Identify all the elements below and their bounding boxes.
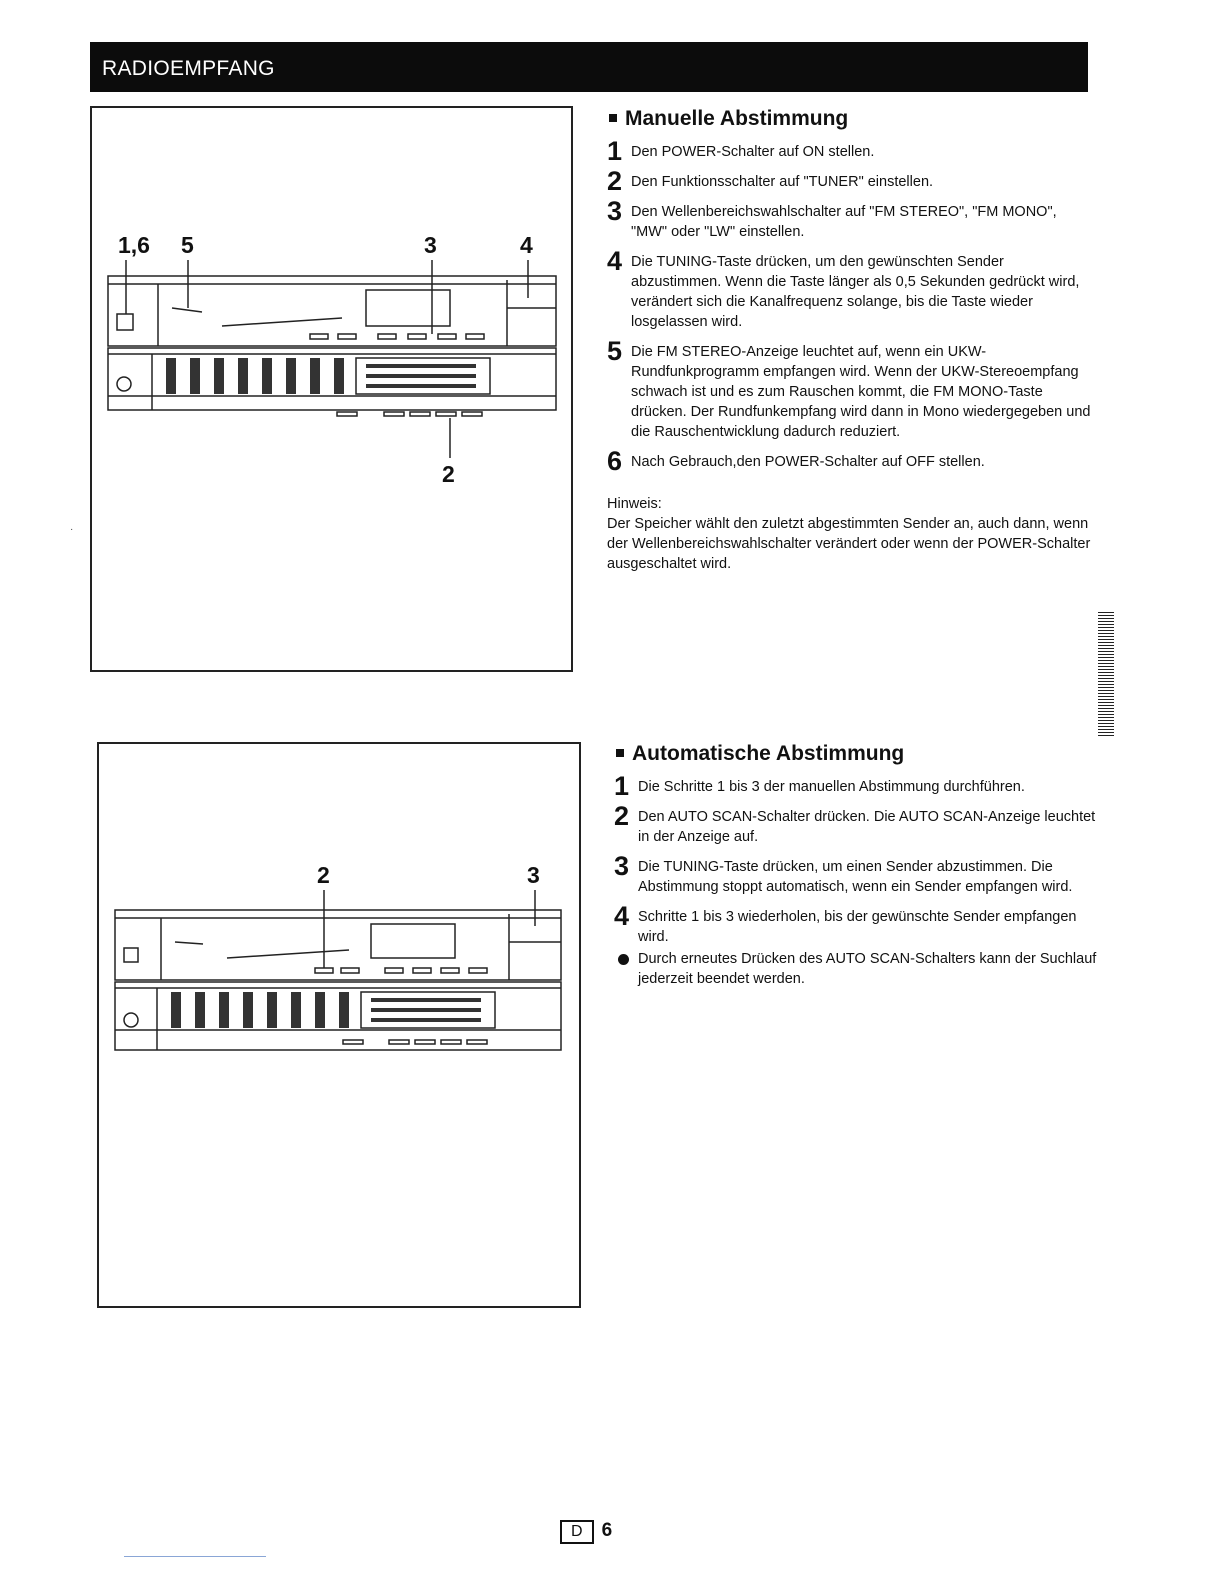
step-text: Nach Gebrauch,den POWER-Schalter auf OFF stellen.	[631, 454, 985, 470]
section-title: Automatische Abstimmung	[632, 742, 905, 765]
step-item	[607, 446, 1093, 476]
callout-2: 2	[442, 461, 455, 487]
step-text: Den Wellenbereichswahlschalter auf "FM STEREO", "FM MONO", "MW" oder "LW" einstellen.	[631, 204, 1057, 240]
step-number: 6	[607, 446, 623, 476]
step-text: Schritte 1 bis 3 wiederholen, bis der gewünschte Sender empfangen wird.	[638, 909, 1077, 945]
step-number: 4	[614, 901, 630, 931]
step-item	[607, 336, 1093, 442]
page-title: RADIOEMPFANG	[102, 57, 275, 80]
note-label: Hinweis:	[607, 496, 662, 512]
auto-tuning-section	[614, 741, 1100, 999]
step-item	[607, 136, 1093, 166]
step-item	[614, 901, 1100, 947]
callout-3: 3	[424, 232, 437, 258]
step-number: 4	[607, 246, 623, 276]
section-title: Manuelle Abstimmung	[625, 107, 849, 130]
step-text: Die TUNING-Taste drücken, um einen Sender abzustimmen. Die Abstimmung stoppt automatisch, wenn ein Sender empfangen wird.	[638, 859, 1073, 895]
page-number: 6	[601, 1520, 613, 1541]
side-index-tab	[1098, 612, 1114, 737]
header-bar	[90, 42, 1088, 92]
figure-auto-tuning	[97, 742, 581, 1308]
callout-5: 5	[181, 232, 194, 258]
scan-mark: ·	[70, 524, 74, 535]
bullet-text: Durch erneutes Drücken des AUTO SCAN-Schalters kann der Suchlauf jederzeit beendet werden.	[638, 951, 1097, 987]
bullet-item	[614, 949, 1100, 989]
step-item	[607, 166, 1093, 196]
square-bullet-icon	[616, 749, 624, 757]
step-number: 5	[607, 336, 623, 366]
step-number: 3	[607, 196, 623, 226]
note-block	[607, 494, 1093, 574]
callout-4: 4	[520, 232, 533, 258]
callout-1-6: 1,6	[118, 232, 150, 258]
step-text: Den Funktionsschalter auf "TUNER" einstellen.	[631, 174, 934, 190]
section-heading	[614, 741, 1100, 767]
manual-tuning-section	[607, 106, 1093, 574]
section-heading	[607, 106, 1093, 132]
step-number: 2	[614, 801, 630, 831]
step-item	[607, 196, 1093, 242]
callout-2: 2	[317, 862, 330, 888]
step-text: Den POWER-Schalter auf ON stellen.	[631, 144, 875, 160]
step-number: 1	[614, 771, 630, 801]
step-text: Die TUNING-Taste drücken, um den gewünschten Sender abzustimmen. Wenn die Taste länger als 0,5 Sekunden gedrückt wird, verändert sich die Kanalfrequenz solange, bis die Taste wieder losgelassen wird.	[631, 254, 1080, 330]
device-illustration	[99, 744, 583, 1310]
page-language-letter: D	[560, 1520, 594, 1544]
figure-manual-tuning	[90, 106, 573, 672]
step-text: Die FM STEREO-Anzeige leuchtet auf, wenn ein UKW-Rundfunkprogramm empfangen wird. Wenn der UKW-Stereoempfang schwach ist und es zum Rauschen kommt, die FM MONO-Taste drücken. Der Rundfunkempfang wird dann in Mono wiedergegeben und die Rauschentwicklung dadurch reduziert.	[631, 344, 1091, 440]
step-item	[607, 246, 1093, 332]
note-text: Der Speicher wählt den zuletzt abgestimmten Sender an, auch dann, wenn der Wellenbereichswahlschalter verändert oder wenn der POWER-Schalter ausgeschaltet wird.	[607, 516, 1091, 572]
callout-3: 3	[527, 862, 540, 888]
device-illustration	[92, 108, 575, 674]
footer-line	[124, 1556, 266, 1557]
step-item	[614, 801, 1100, 847]
step-number: 3	[614, 851, 630, 881]
page-marker	[560, 1520, 612, 1544]
step-item	[614, 771, 1100, 801]
step-item	[614, 851, 1100, 897]
round-bullet-icon	[618, 954, 629, 965]
step-text: Den AUTO SCAN-Schalter drücken. Die AUTO SCAN-Anzeige leuchtet in der Anzeige auf.	[638, 809, 1096, 845]
step-number: 1	[607, 136, 623, 166]
step-text: Die Schritte 1 bis 3 der manuellen Abstimmung durchführen.	[638, 779, 1025, 795]
square-bullet-icon	[609, 114, 617, 122]
step-number: 2	[607, 166, 623, 196]
